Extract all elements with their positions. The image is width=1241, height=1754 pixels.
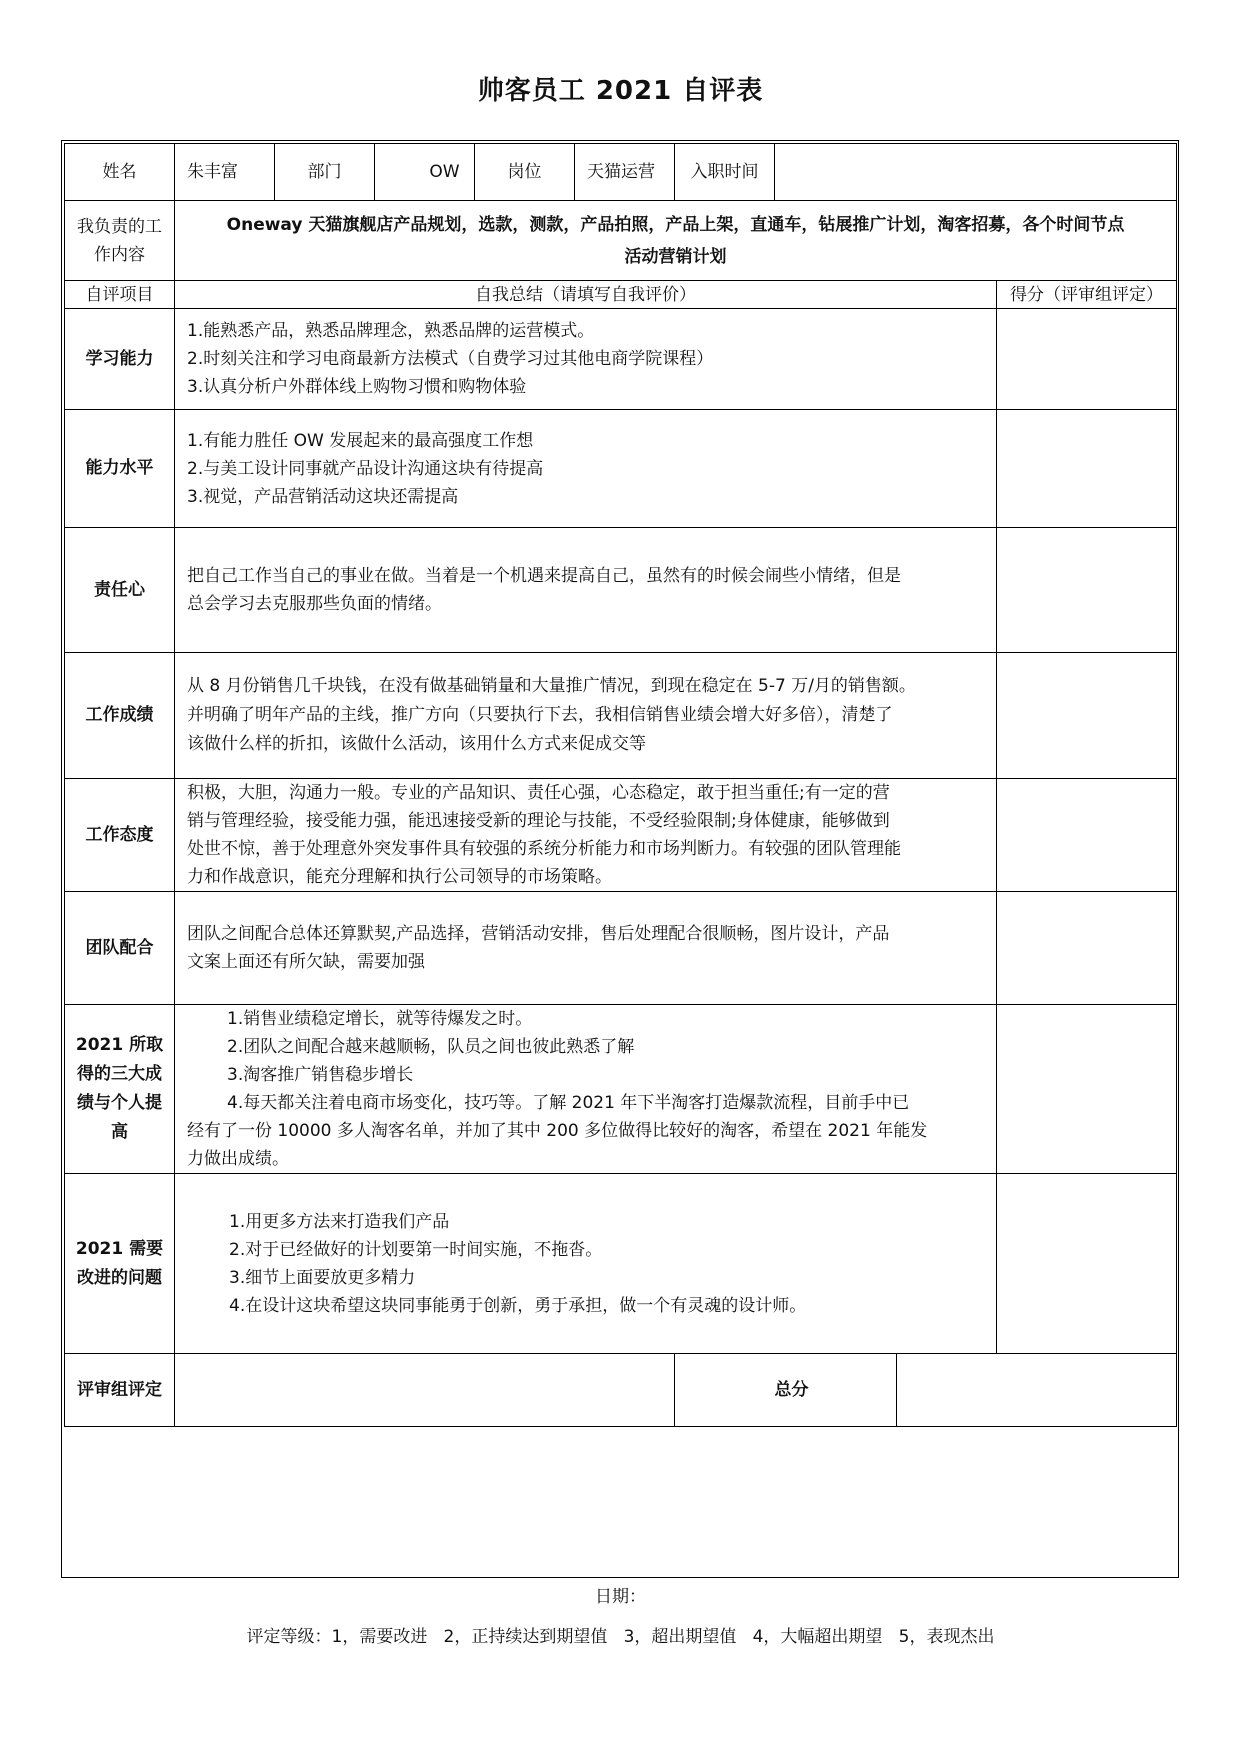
name-value[interactable]: 朱丰富 <box>175 144 275 201</box>
section-label: 团队配合 <box>65 892 175 1005</box>
section-row <box>65 653 1177 779</box>
section-text[interactable]: 团队之间配合总体还算默契,产品选择，营销活动安排，售后处理配合很顺畅，图片设计，产品 文案上面还有所欠缺，需要加强 <box>175 892 997 1005</box>
section-label: 工作态度 <box>65 779 175 892</box>
score-cell[interactable] <box>997 410 1177 528</box>
section-text[interactable]: 1.有能力胜任 OW 发展起来的最高强度工作想 2.与美工设计同事就产品设计沟通这块有待提高 3.视觉，产品营销活动这块还需提高 <box>175 410 997 528</box>
improvements-text[interactable]: 1.用更多方法来打造我们产品 2.对于已经做好的计划要第一时间实施，不拖沓。 3.细节上面要放更多精力 4.在设计这块希望这块同事能勇于创新，勇于承担，做一个有灵魂的设计师。 <box>175 1174 997 1354</box>
dept-value[interactable]: OW <box>375 144 475 201</box>
column-header-row <box>65 281 1177 309</box>
improvements-label: 2021 需要 改进的问题 <box>65 1174 175 1354</box>
review-label: 评审组评定 <box>65 1354 175 1427</box>
join-date-label: 入职时间 <box>675 144 775 201</box>
section-row <box>65 309 1177 410</box>
achievements-label: 2021 所取 得的三大成 绩与个人提 高 <box>65 1005 175 1174</box>
section-text[interactable]: 积极，大胆，沟通力一般。专业的产品知识、责任心强，心态稳定，敢于担当重任;有一定的营 销与管理经验，接受能力强，能迅速接受新的理论与技能，不受经验限制;身体健康，能够做到 处世不惊，善于处理意外突发事件具有较强的系统分析能力和市场判断力。有较强的团队管理能 力和作战意识，能充分理解和执行公司领导的市场策略。 <box>175 779 997 892</box>
score-cell[interactable] <box>997 892 1177 1005</box>
section-text[interactable]: 把自己工作当自己的事业在做。当着是一个机遇来提高自己，虽然有的时候会闹些小情绪，但是 总会学习去克服那些负面的情绪。 <box>175 528 997 653</box>
score-cell[interactable] <box>997 779 1177 892</box>
header-row <box>65 144 1177 201</box>
self-evaluation-table <box>64 143 1177 1427</box>
score-cell[interactable] <box>997 1005 1177 1174</box>
review-value[interactable] <box>175 1354 675 1427</box>
score-cell[interactable] <box>997 309 1177 410</box>
improvements-row <box>65 1174 1177 1354</box>
column-header-summary: 自我总结（请填写自我评价） <box>175 281 997 309</box>
section-row <box>65 410 1177 528</box>
responsibility-label: 我负责的工 作内容 <box>65 201 175 281</box>
achievements-text[interactable]: 1.销售业绩稳定增长，就等待爆发之时。 2.团队之间配合越来越顺畅，队员之间也彼此熟悉了解 3.淘客推广销售稳步增长 4.每天都关注着电商市场变化，技巧等。了解 2021 年下半淘客打造爆款流程，目前手中已 经有了一份 10000 多人淘客名单，并加了其中 200 多位做得比较好的淘客，希望在 2021 年能发 力做出成绩。 <box>175 1005 997 1174</box>
section-label: 学习能力 <box>65 309 175 410</box>
section-text[interactable]: 1.能熟悉产品，熟悉品牌理念，熟悉品牌的运营模式。 2.时刻关注和学习电商最新方法模式（自费学习过其他电商学院课程） 3.认真分析户外群体线上购物习惯和购物体验 <box>175 309 997 410</box>
total-score-value[interactable] <box>897 1354 1177 1427</box>
review-row <box>65 1354 1177 1427</box>
join-date-value[interactable] <box>775 144 1177 201</box>
page-title: 帅客员工 2021 自评表 <box>477 76 764 106</box>
responsibility-row <box>65 201 1177 281</box>
score-cell[interactable] <box>997 1174 1177 1354</box>
section-row <box>65 779 1177 892</box>
name-label: 姓名 <box>65 144 175 201</box>
section-row <box>65 528 1177 653</box>
date-label: 日期： <box>595 1587 646 1607</box>
dept-label: 部门 <box>275 144 375 201</box>
post-label: 岗位 <box>475 144 575 201</box>
responsibility-text[interactable]: Oneway 天猫旗舰店产品规划，选款，测款，产品拍照，产品上架，直通车，钻展推广计划，淘客招募，各个时间节点 活动营销计划 <box>175 201 1177 281</box>
section-label: 工作成绩 <box>65 653 175 779</box>
section-row <box>65 892 1177 1005</box>
section-label: 责任心 <box>65 528 175 653</box>
section-label: 能力水平 <box>65 410 175 528</box>
score-cell[interactable] <box>997 653 1177 779</box>
column-header-item: 自评项目 <box>65 281 175 309</box>
section-text[interactable]: 从 8 月份销售几千块钱，在没有做基础销量和大量推广情况，到现在稳定在 5-7 万/月的销售额。 并明确了明年产品的主线，推广方向（只要执行下去，我相信销售业绩会增大好多倍），清楚了 该做什么样的折扣，该做什么活动，该用什么方式来促成交等 <box>175 653 997 779</box>
rating-scale: 评定等级：1，需要改进 2，正持续达到期望值 3，超出期望值 4，大幅超出期望 5，表现杰出 <box>246 1627 995 1647</box>
column-header-score: 得分（评审组评定） <box>997 281 1177 309</box>
score-cell[interactable] <box>997 528 1177 653</box>
achievements-row <box>65 1005 1177 1174</box>
post-value[interactable]: 天猫运营 <box>575 144 675 201</box>
total-score-label: 总分 <box>675 1354 897 1427</box>
